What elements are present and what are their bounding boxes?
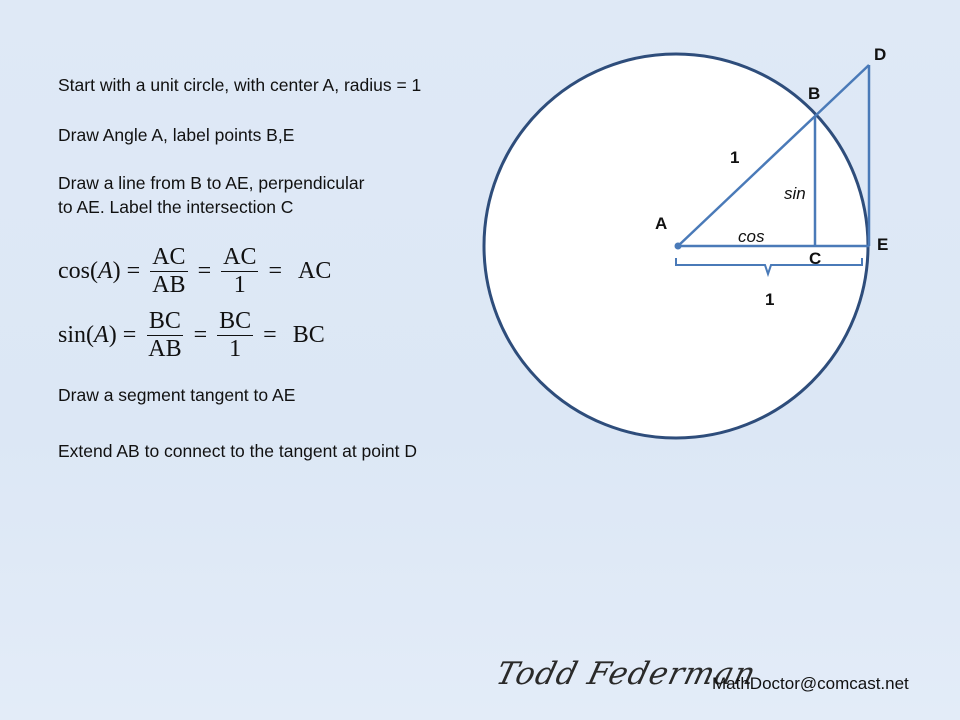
center-point-A xyxy=(675,243,682,250)
cos-fn: cos xyxy=(58,258,90,284)
sin-fraction-1-denominator: AB xyxy=(148,336,182,362)
cos-var: A xyxy=(98,258,113,284)
cos-fraction-2-denominator: 1 xyxy=(233,272,246,298)
step-2-text: Draw Angle A, label points B,E xyxy=(58,125,295,145)
label-A: A xyxy=(655,214,668,233)
sin-fraction-1-numerator: BC xyxy=(148,308,181,334)
step-4-text: Draw a segment tangent to AE xyxy=(58,385,296,405)
label-cos: cos xyxy=(738,227,765,246)
sin-equals-3: = xyxy=(263,322,277,348)
cos-fraction-1-numerator: AC xyxy=(152,244,186,270)
sin-close-paren: ) xyxy=(108,322,117,348)
cos-result: AC xyxy=(298,258,332,284)
cos-fraction-1-denominator: AB xyxy=(152,272,186,298)
cos-equals-1: = xyxy=(126,258,141,284)
step-3-text-line1: Draw a line from B to AE, perpendicular xyxy=(58,173,365,193)
sin-result: BC xyxy=(292,322,325,348)
cos-fraction-2-numerator: AC xyxy=(223,244,257,270)
step-1-text: Start with a unit circle, with center A, radius = 1 xyxy=(58,75,422,95)
label-D: D xyxy=(874,45,887,64)
cos-equals-3: = xyxy=(268,258,282,284)
label-radius-length: 1 xyxy=(765,290,775,309)
sin-fn: sin xyxy=(58,322,87,348)
label-E: E xyxy=(877,235,889,254)
sin-var: A xyxy=(94,322,109,348)
cos-open-paren: ( xyxy=(90,258,98,284)
label-sin: sin xyxy=(784,184,806,203)
label-hypotenuse-length: 1 xyxy=(730,148,740,167)
sin-equals-2: = xyxy=(193,322,208,348)
sin-fraction-2-denominator: 1 xyxy=(229,336,242,362)
author-email: MathDoctor@comcast.net xyxy=(712,674,909,693)
cos-equals-2: = xyxy=(197,258,212,284)
label-C: C xyxy=(809,249,822,268)
sin-open-paren: ( xyxy=(86,322,95,348)
step-5-text: Extend AB to connect to the tangent at point D xyxy=(58,441,417,461)
author-signature: Todd Federman xyxy=(492,656,760,692)
cos-close-paren: ) xyxy=(112,258,121,284)
sin-equals-1: = xyxy=(122,322,137,348)
step-3-text-line2: to AE. Label the intersection C xyxy=(58,197,294,217)
sin-fraction-2-numerator: BC xyxy=(219,308,252,334)
label-B: B xyxy=(808,84,821,103)
